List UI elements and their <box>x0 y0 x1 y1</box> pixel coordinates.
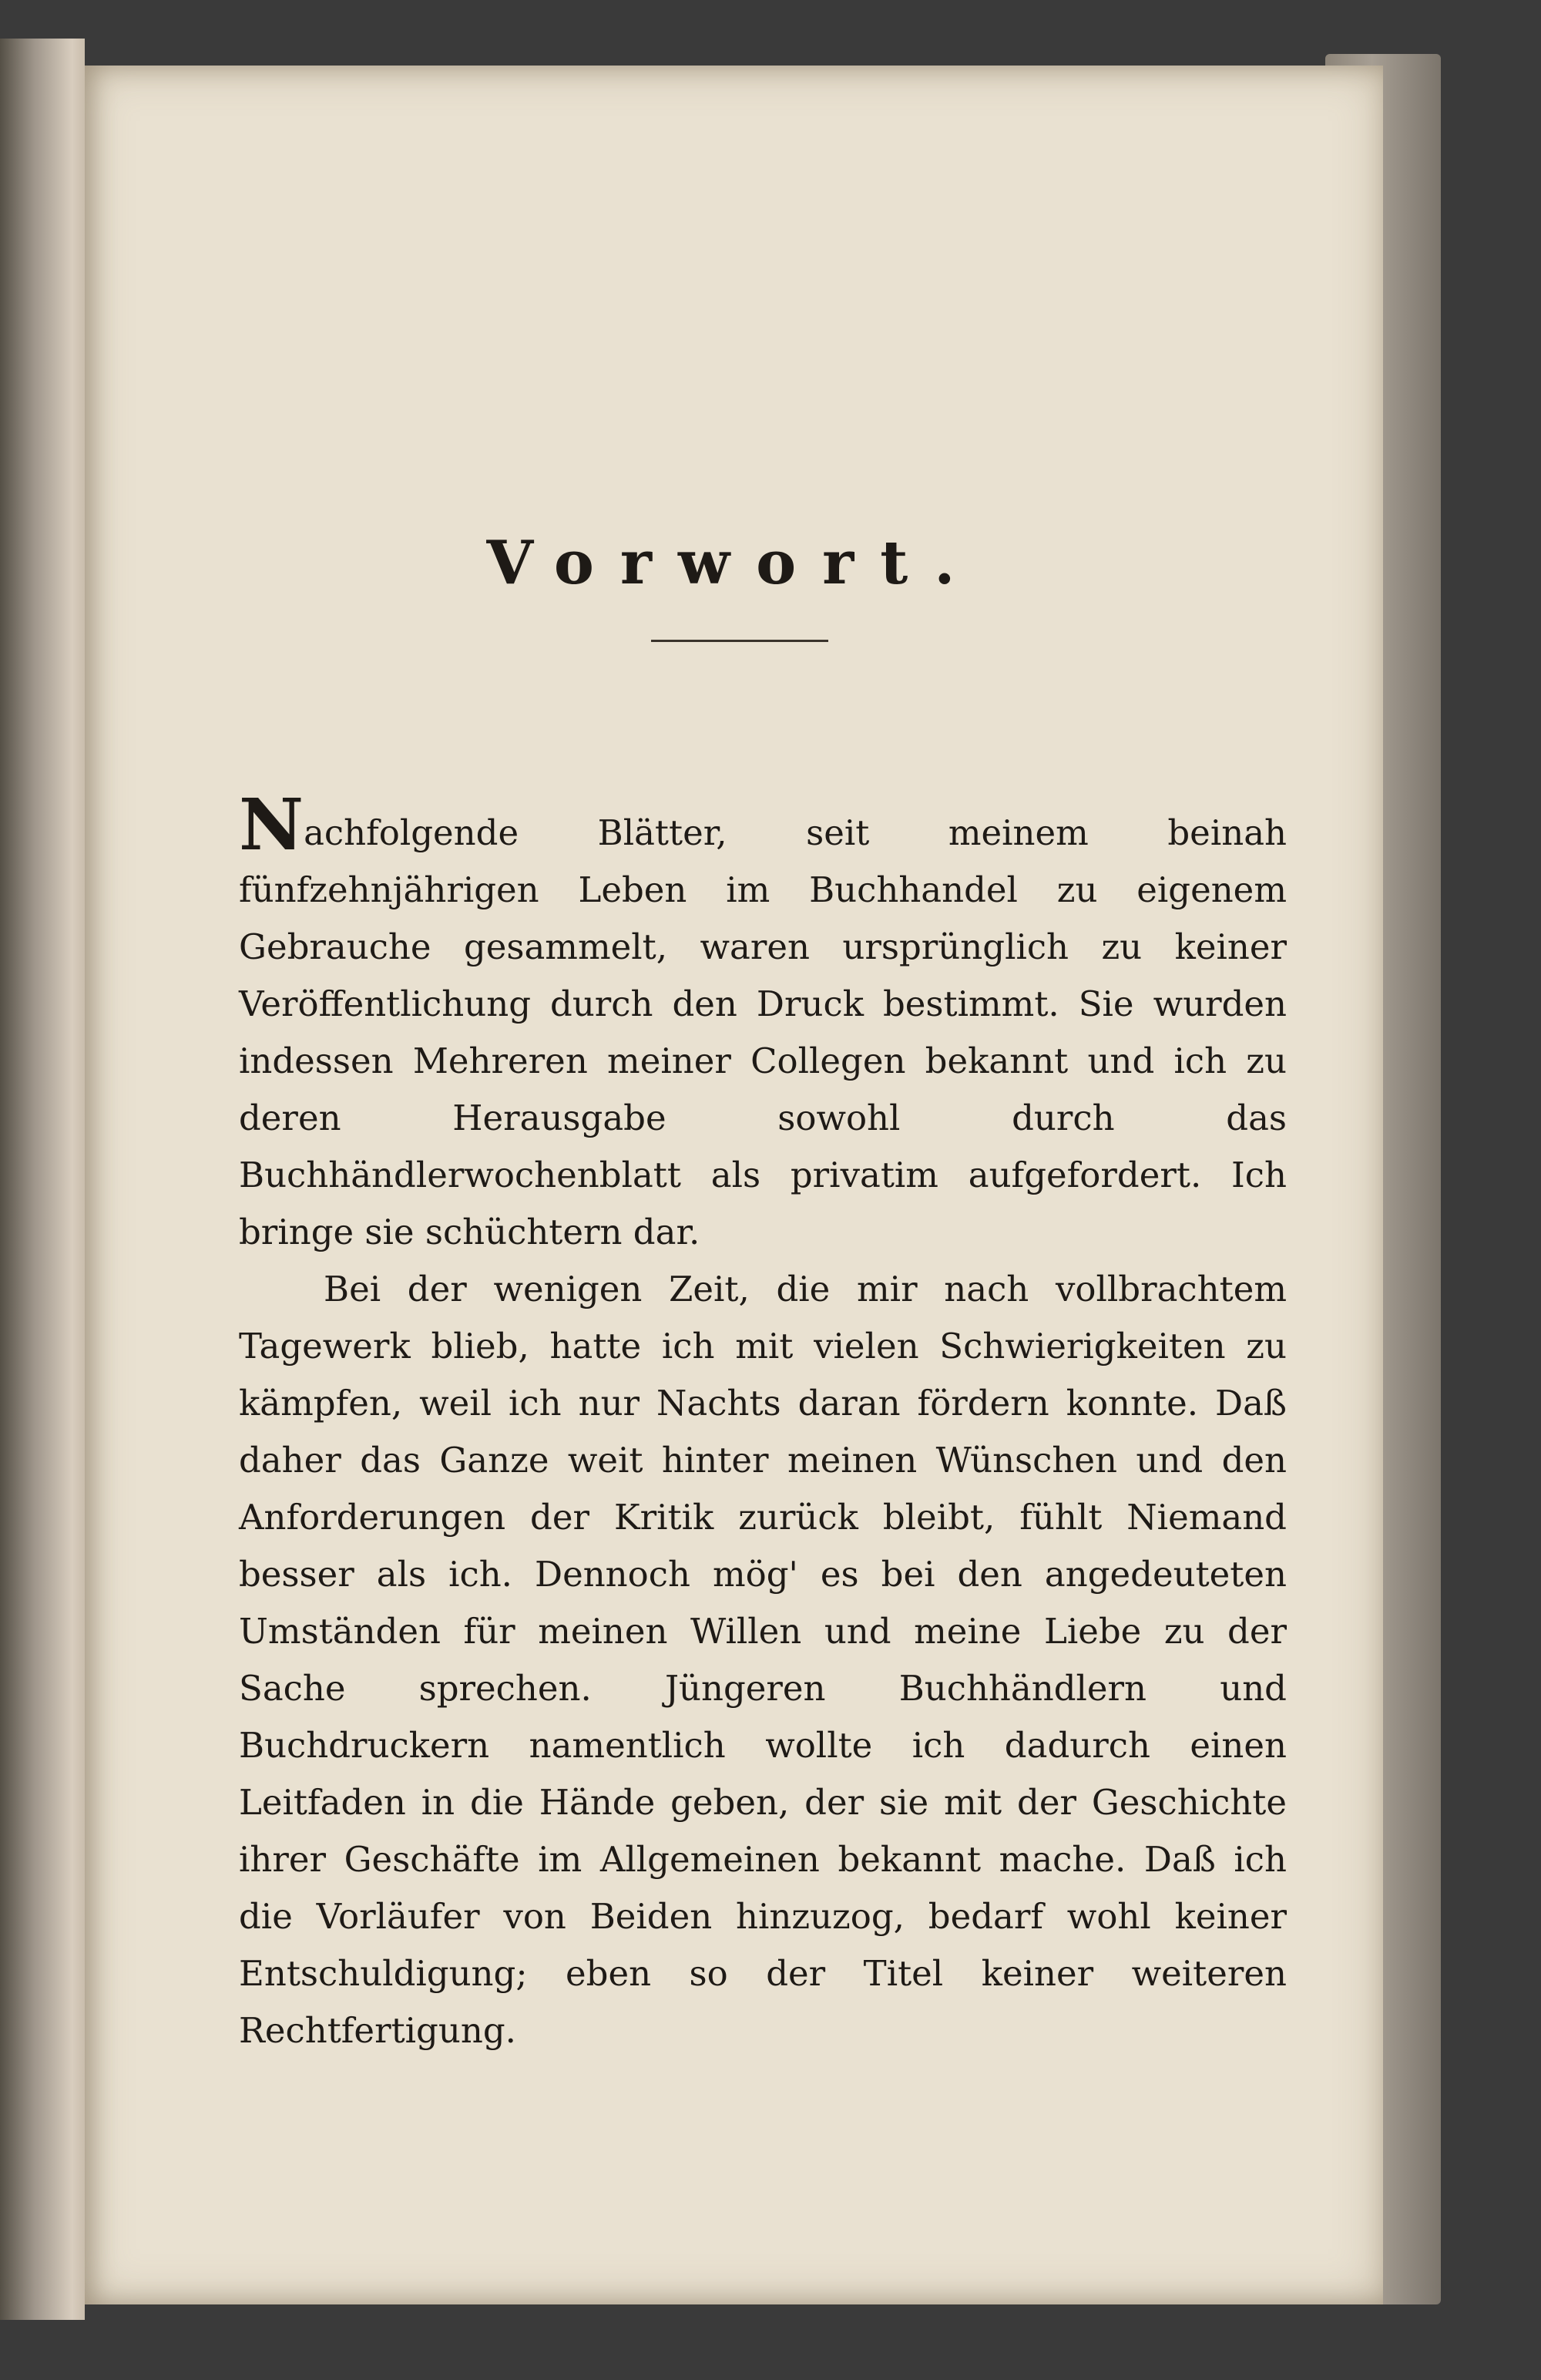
paragraph-2: Bei der wenigen Zeit, die mir nach vollbrachtem Tagewerk blieb, hatte ich mit vielen Schwierigkeiten zu kämpfen, weil ich nur Nachts daran fördern konnte. Daß daher das Ganze weit hinter meinen Wünschen und den Anforderungen der Kritik zurück bleibt, fühlt Niemand besser als ich. Dennoch mög' es bei den angedeuteten Umständen für meinen Willen und meine Liebe zu der Sache sprechen. Jüngeren Buchhändlern und Buchdruckern namentlich wollte ich dadurch einen Leitfaden in die Hände geben, der sie mit der Geschichte ihrer Geschäfte im Allgemeinen bekannt mache. Daß ich die Vorläufer von Beiden hinzuzog, bedarf wohl keiner Entschuldigung; eben so der Titel keiner weiteren Rechtfertigung. <box>239 1269 1287 2051</box>
drop-cap-initial: N <box>239 783 304 866</box>
paragraph-1-text: achfolgende Blätter, seit meinem beinah fünfzehnjährigen Leben im Buchhandel zu eigenem Gebrauche gesammelt, waren ursprünglich zu keiner Veröffentlichung durch den Druck bestimmt. Sie wurden indessen Mehreren meiner Collegen bekannt und ich zu deren Herausgabe sowohl durch das Buchhändlerwochenblatt als privatim aufgefordert. Ich bringe sie schüchtern dar. <box>239 812 1287 1252</box>
body-text <box>239 783 1287 2059</box>
page-heading: Vorwort. <box>486 528 982 598</box>
paragraph-1 <box>239 783 1287 1261</box>
book-left-page-edge <box>0 39 85 2320</box>
book-page <box>85 66 1383 2304</box>
heading-divider <box>651 640 828 642</box>
